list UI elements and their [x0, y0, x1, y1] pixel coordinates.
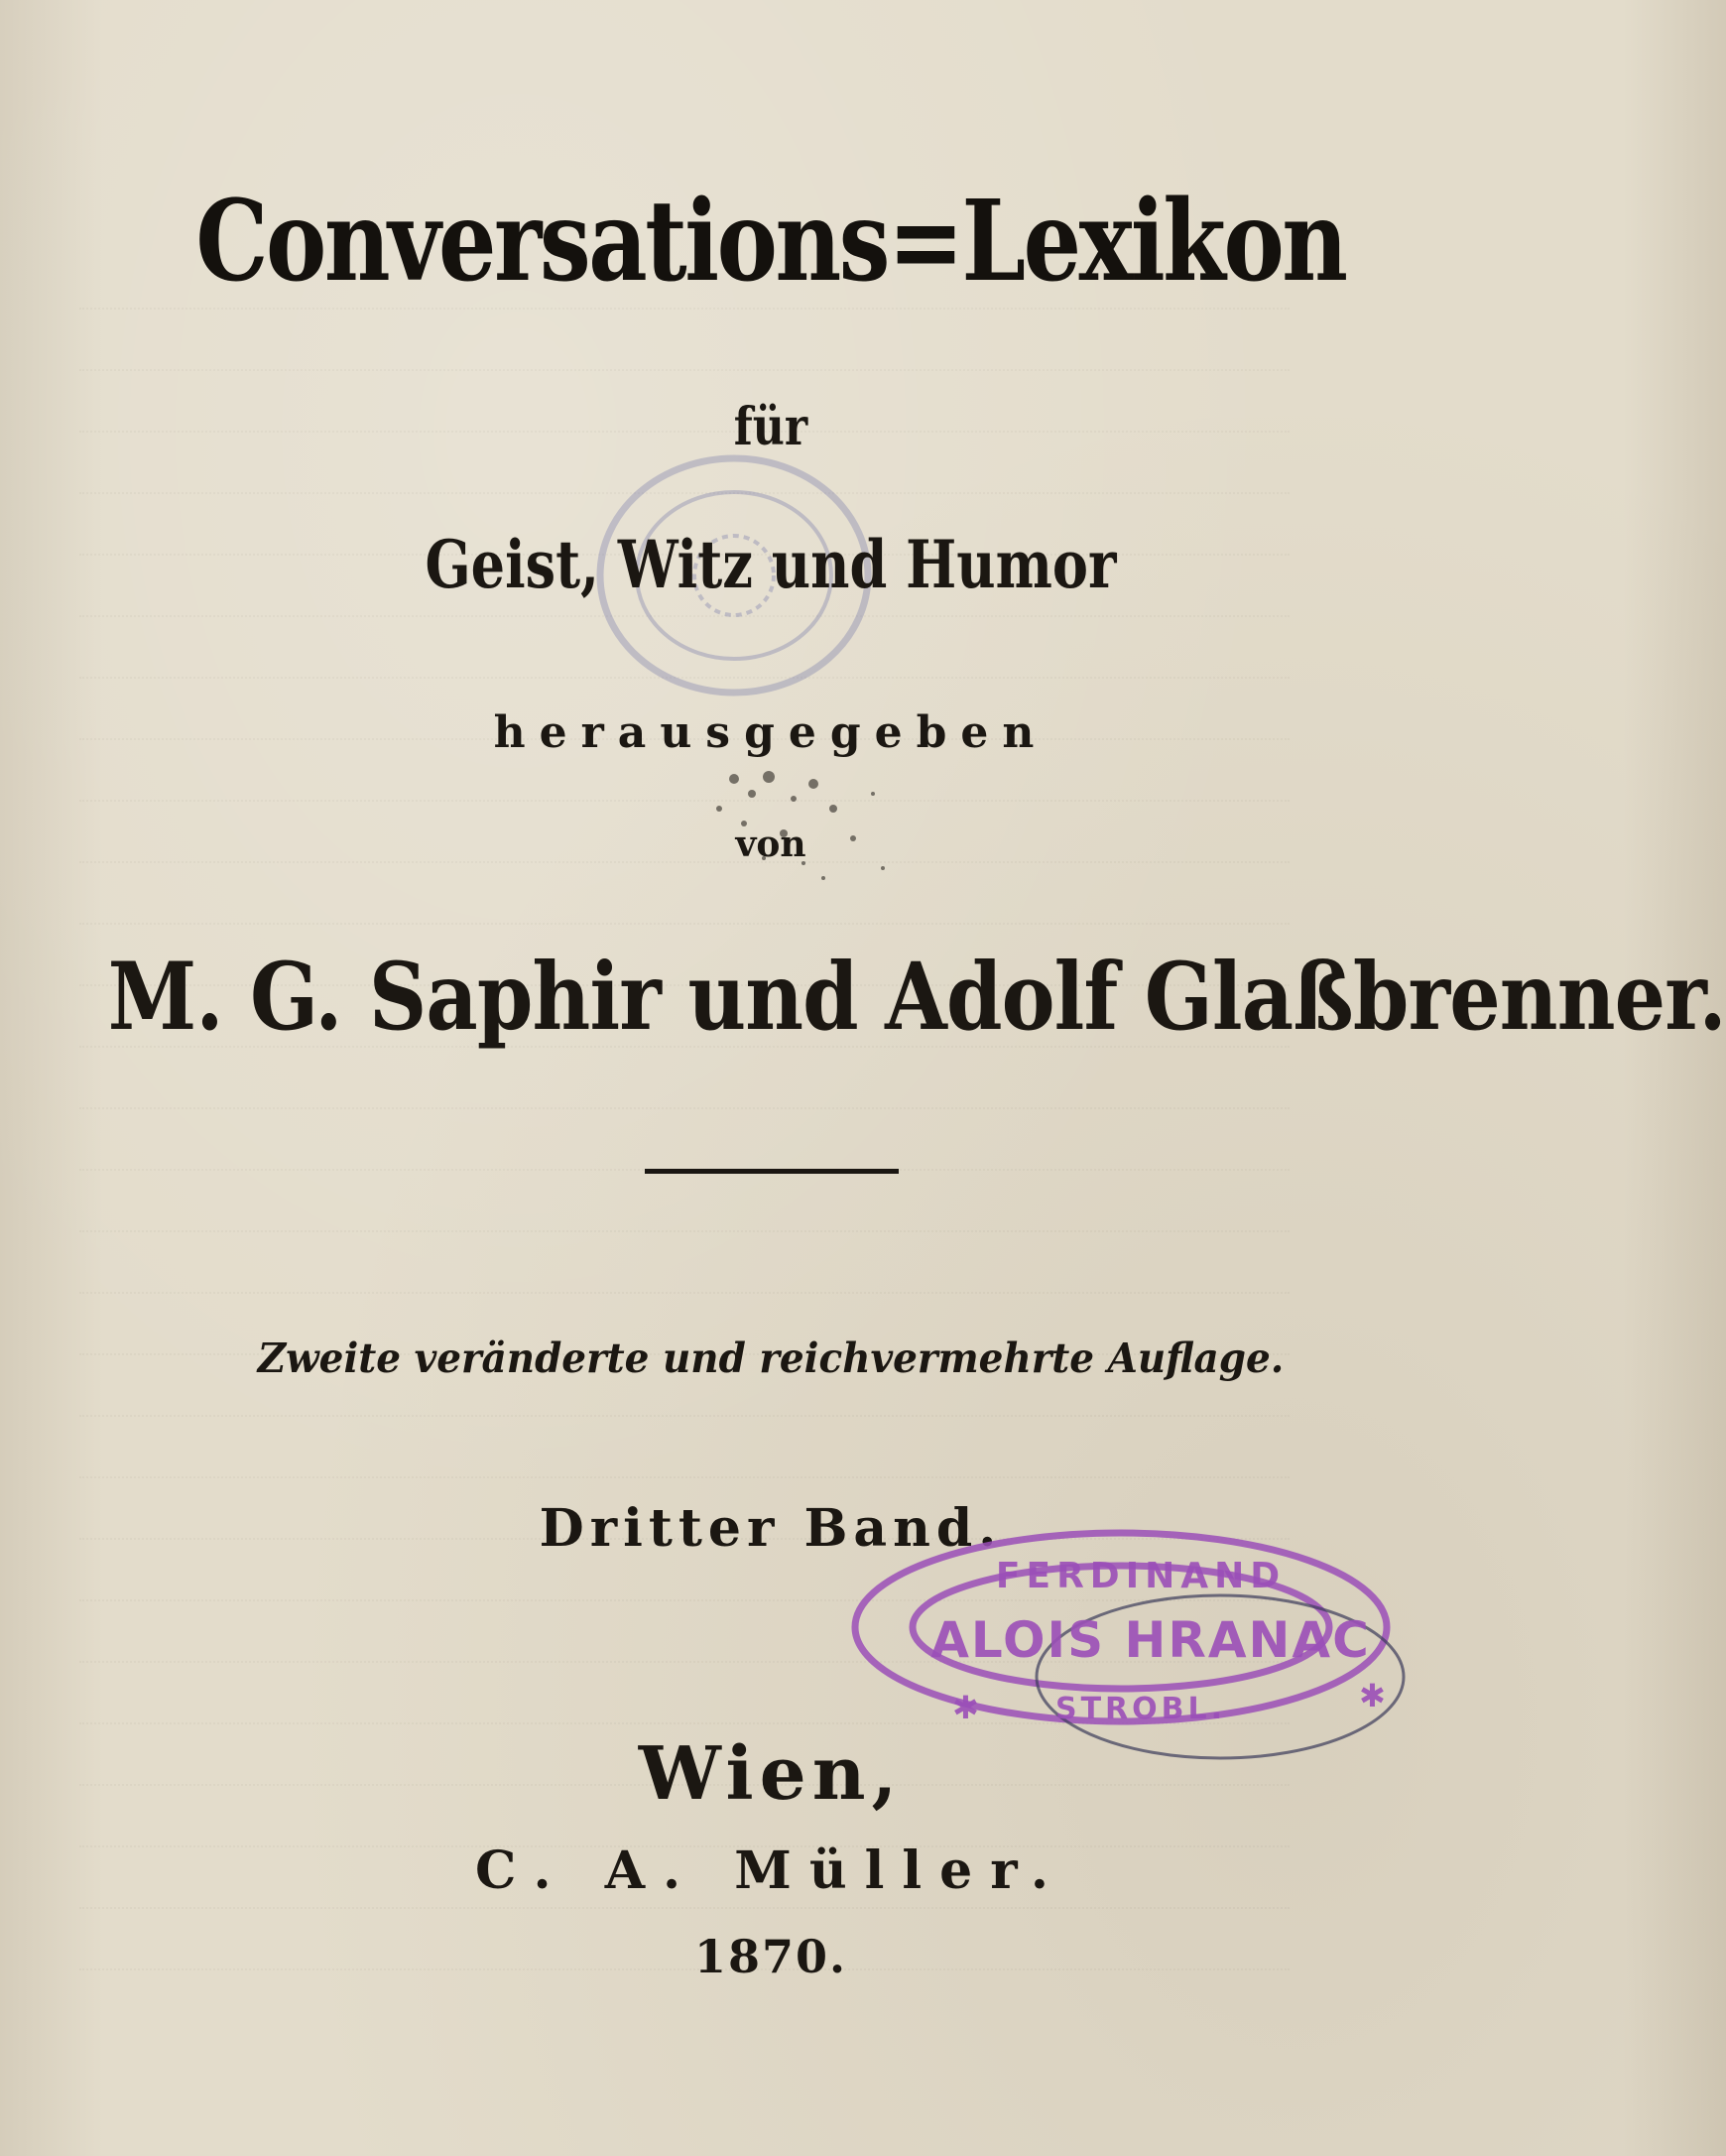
- for-line: für: [733, 397, 808, 457]
- edited-label: herausgegeben: [493, 707, 1048, 758]
- volume-label: Dritter Band.: [539, 1498, 1003, 1559]
- stamp-middle-name: ALOIS HRANAC: [930, 1611, 1371, 1669]
- book-title: Conversations=Lexikon: [195, 177, 1346, 307]
- divider-rule: [645, 1169, 899, 1174]
- edition-note: Zweite veränderte und reichvermehrte Auflage.: [257, 1334, 1285, 1382]
- year: 1870.: [693, 1930, 848, 1983]
- stamp-bottom-name: STROBL.: [1054, 1692, 1227, 1726]
- publisher: C. A. Müller.: [475, 1840, 1066, 1901]
- by-label: von: [735, 824, 806, 865]
- stamp-top-name: FERDINAND: [995, 1556, 1287, 1596]
- authors: M. G. Saphir und Adolf Glaßbrenner.: [107, 943, 1726, 1052]
- svg-text:✱: ✱: [952, 1689, 979, 1726]
- place: Wien,: [638, 1731, 904, 1817]
- svg-text:✱: ✱: [1359, 1677, 1386, 1714]
- subtitle: Geist, Witz und Humor: [425, 526, 1117, 603]
